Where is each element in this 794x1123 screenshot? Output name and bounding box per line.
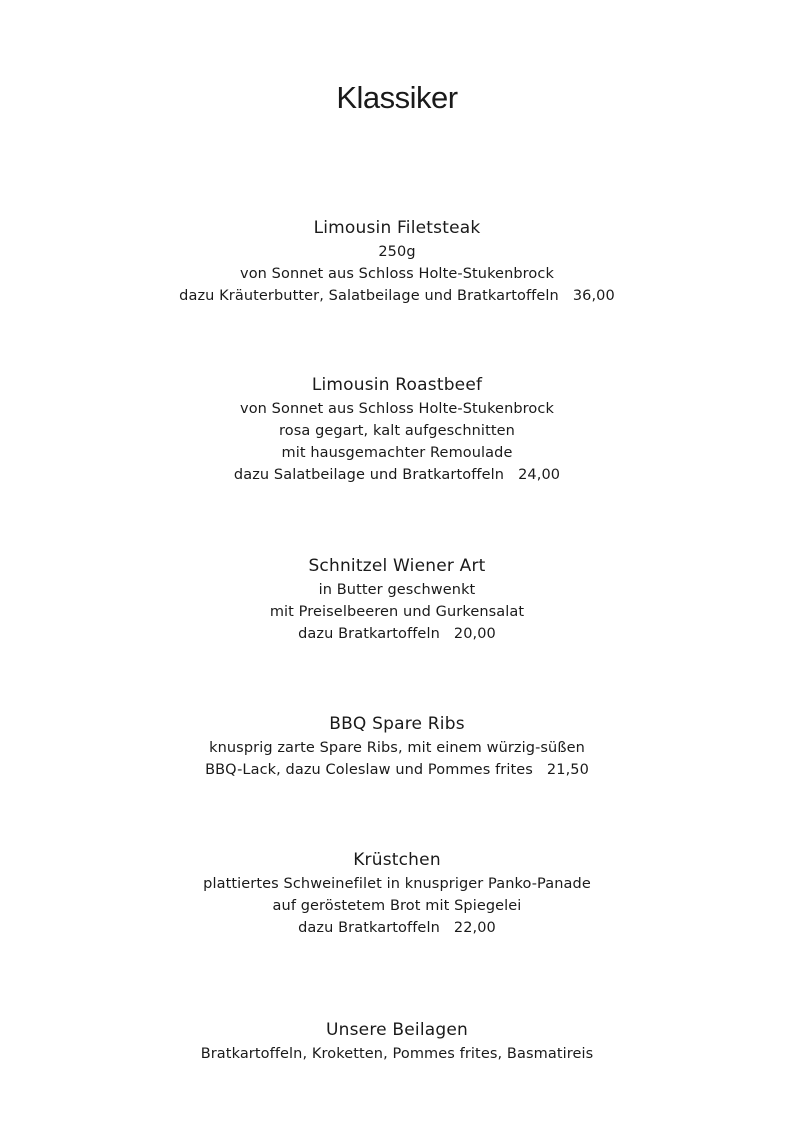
dish-description-line <box>0 285 794 307</box>
dish-description-line <box>0 464 794 486</box>
dish-name: BBQ Spare Ribs <box>329 714 465 734</box>
dish-description-line: in Butter geschwenkt <box>318 582 476 598</box>
dish-name: Schnitzel Wiener Art <box>308 556 486 576</box>
dish-name: Limousin Roastbeef <box>311 375 483 395</box>
dish-description-line <box>0 623 794 645</box>
menu-item-roastbeef <box>0 372 794 486</box>
dish-price: 22,00 <box>453 920 496 936</box>
dish-description-line: mit Preiselbeeren und Gurkensalat <box>269 604 525 620</box>
dish-description-line <box>0 759 794 781</box>
dish-description-text: BBQ-Lack, dazu Coleslaw und Pommes frites <box>205 762 533 778</box>
dish-description-text: dazu Bratkartoffeln <box>298 920 440 936</box>
dish-price: 21,50 <box>546 762 589 778</box>
dish-description-text: dazu Kräuterbutter, Salatbeilage und Bratkartoffeln <box>179 288 559 304</box>
dish-description-line: 250g <box>378 244 416 260</box>
menu-item-schnitzel <box>0 553 794 645</box>
dish-description-line: plattiertes Schweinefilet in knuspriger Panko-Panade <box>203 876 591 892</box>
dish-description-line: rosa gegart, kalt aufgeschnitten <box>279 423 515 439</box>
menu-item-spare-ribs <box>0 711 794 781</box>
page-title: Klassiker <box>336 80 458 115</box>
dish-description-line: knusprig zarte Spare Ribs, mit einem würzig-süßen <box>209 740 585 756</box>
dish-description-line: auf geröstetem Brot mit Spiegelei <box>272 898 522 914</box>
menu-item-kruestchen <box>0 847 794 939</box>
menu-section-side-dishes <box>0 1017 794 1065</box>
dish-price: 24,00 <box>518 467 561 483</box>
dish-name: Unsere Beilagen <box>325 1020 469 1040</box>
dish-description-line: von Sonnet aus Schloss Holte-Stukenbrock <box>240 266 554 282</box>
dish-description-text: dazu Salatbeilage und Bratkartoffeln <box>233 467 505 483</box>
dish-description-text: dazu Bratkartoffeln <box>298 626 440 642</box>
dish-price: 20,00 <box>453 626 496 642</box>
menu-item-filetsteak <box>0 215 794 307</box>
dish-name: Krüstchen <box>353 850 441 870</box>
dish-price: 36,00 <box>572 288 615 304</box>
dish-description-line: mit hausgemachter Remoulade <box>281 445 513 461</box>
dish-description-line: Bratkartoffeln, Kroketten, Pommes frites, Basmatireis <box>200 1046 594 1062</box>
dish-name: Limousin Filetsteak <box>313 218 481 238</box>
dish-description-line: von Sonnet aus Schloss Holte-Stukenbrock <box>240 401 554 417</box>
dish-description-line <box>0 917 794 939</box>
